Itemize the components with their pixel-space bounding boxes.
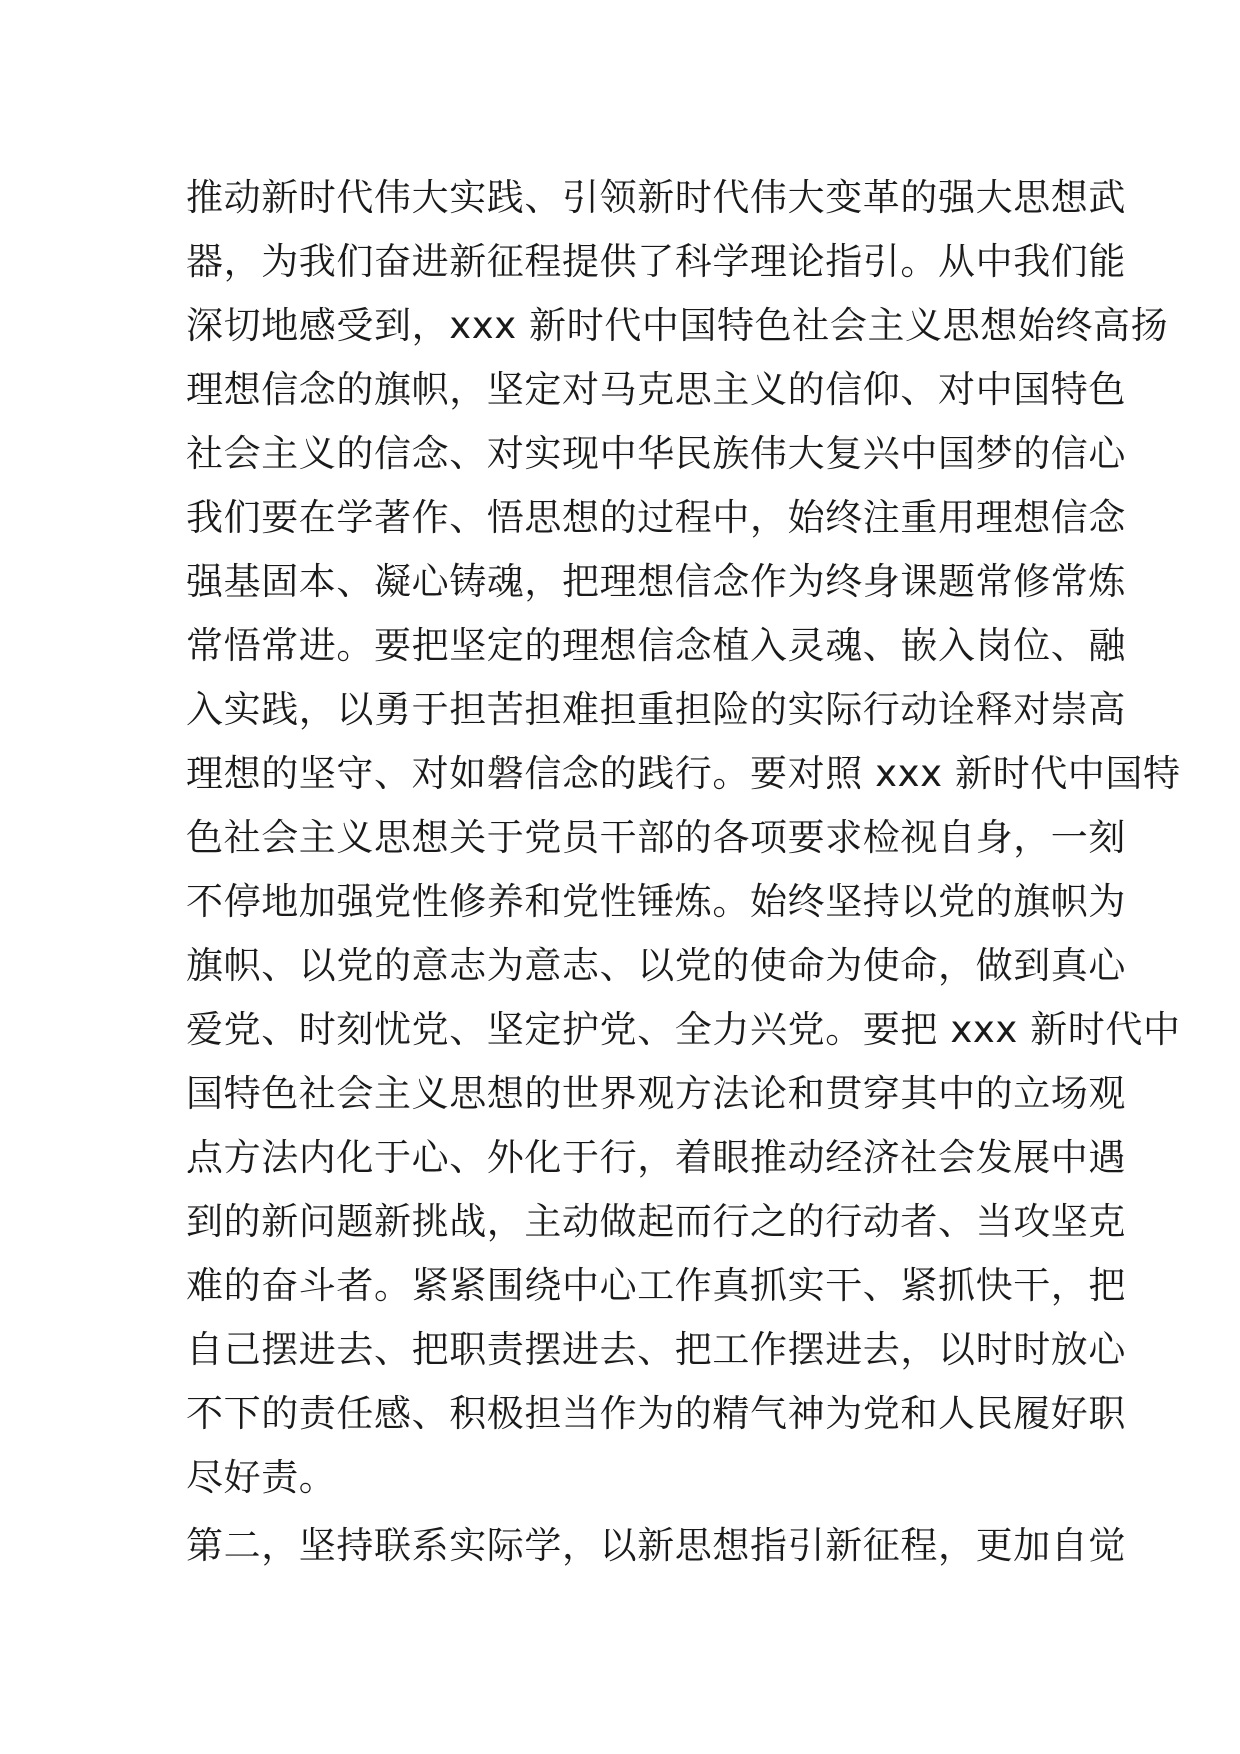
text-line: 自己摆进去、把职责摆进去、把工作摆进去，以时时放心 [186,1328,1126,1371]
text-line: 爱党、时刻忧党、坚定护党、全力兴党。要把 xxx 新时代中 [186,1008,1181,1051]
text-line: 我们要在学著作、悟思想的过程中，始终注重用理想信念 [186,496,1126,539]
text-line: 尽好责。 [186,1456,337,1499]
text-line: 理想信念的旗帜，坚定对马克思主义的信仰、对中国特色 [186,368,1126,411]
text-line: 推动新时代伟大实践、引领新时代伟大变革的强大思想武 [186,176,1126,219]
paragraph-heading-line: 第二，坚持联系实际学，以新思想指引新征程，更加自觉 [186,1524,1126,1567]
text-line: 不下的责任感、积极担当作为的精气神为党和人民履好职 [186,1392,1126,1435]
body-text [186,166,1181,1578]
text-line: 旗帜、以党的意志为意志、以党的使命为使命，做到真心 [186,944,1126,987]
text-line: 常悟常进。要把坚定的理想信念植入灵魂、嵌入岗位、融 [186,624,1126,667]
text-line: 到的新问题新挑战，主动做起而行之的行动者、当攻坚克 [186,1200,1126,1243]
text-line: 色社会主义思想关于党员干部的各项要求检视自身，一刻 [186,816,1126,859]
text-line: 器，为我们奋进新征程提供了科学理论指引。从中我们能 [186,240,1126,283]
text-line: 理想的坚守、对如磐信念的践行。要对照 xxx 新时代中国特 [186,752,1181,795]
text-line: 国特色社会主义思想的世界观方法论和贯穿其中的立场观 [186,1072,1126,1115]
text-line: 不停地加强党性修养和党性锤炼。始终坚持以党的旗帜为 [186,880,1126,923]
text-line: 难的奋斗者。紧紧围绕中心工作真抓实干、紧抓快干，把 [186,1264,1126,1307]
text-line: 入实践，以勇于担苦担难担重担险的实际行动诠释对崇高 [186,688,1126,731]
text-line: 点方法内化于心、外化于行，着眼推动经济社会发展中遇 [186,1136,1126,1179]
text-line: 社会主义的信念、对实现中华民族伟大复兴中国梦的信心 [186,432,1126,475]
text-line: 强基固本、凝心铸魂，把理想信念作为终身课题常修常炼 [186,560,1126,603]
text-line: 深切地感受到，xxx 新时代中国特色社会主义思想始终高扬 [186,304,1169,347]
